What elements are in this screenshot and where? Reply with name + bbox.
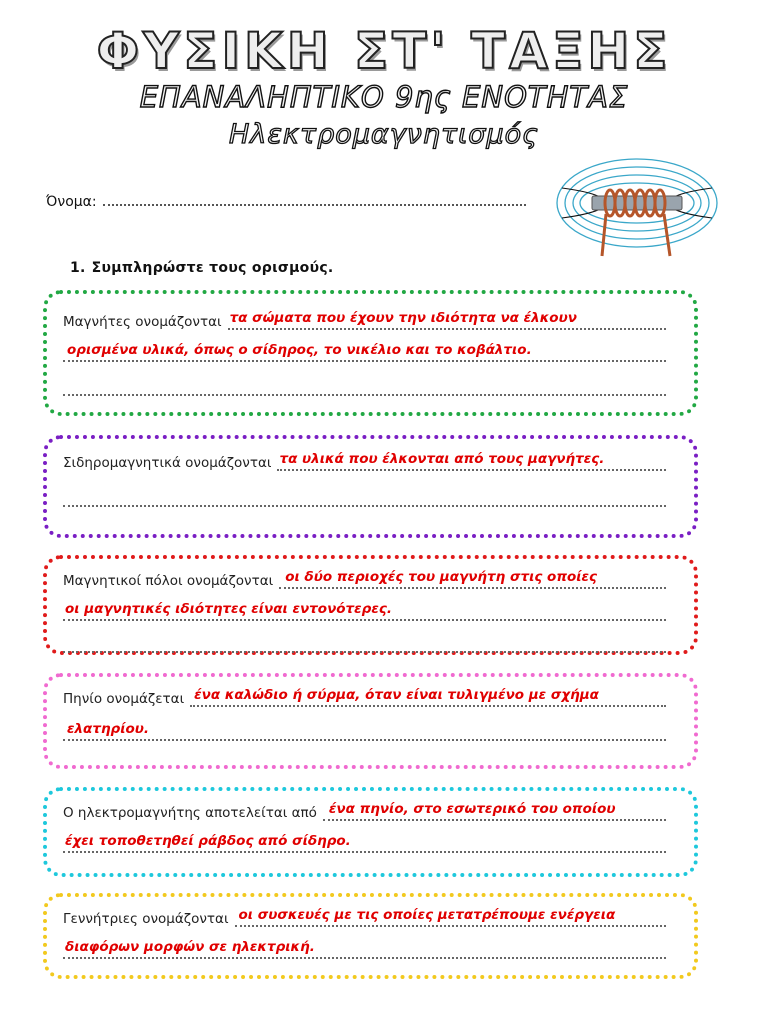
answer-text: διαφόρων μορφών σε ηλεκτρική. xyxy=(65,939,315,955)
answer-line[interactable] xyxy=(63,344,666,362)
answer-text: ορισμένα υλικά, όπως ο σίδηρος, το νικέλιο και το κοβάλτιο. xyxy=(67,342,532,358)
definition-label: Μαγνήτες ονομάζονται xyxy=(63,314,222,330)
definition-label: Πηνίο ονομάζεται xyxy=(63,691,185,707)
question-heading xyxy=(70,260,334,276)
name-field[interactable] xyxy=(103,190,526,206)
answer-text: τα σώματα που έχουν την ιδιότητα να έλκουν xyxy=(229,310,577,326)
answer-text: ένα πηνίο, στο εσωτερικό του οποίου xyxy=(328,801,616,817)
answer-text: οι μαγνητικές ιδιότητες είναι εντονότερες. xyxy=(65,601,392,617)
answer-line[interactable] xyxy=(63,603,666,621)
answer-text: τα υλικά που έλκονται από τους μαγνήτες. xyxy=(279,451,605,467)
answer-text: έχει τοποθετηθεί ράβδος από σίδηρο. xyxy=(65,833,351,849)
definition-box-generators xyxy=(43,893,698,979)
definition-box-ferromagnetic xyxy=(43,435,698,538)
answer-line[interactable] xyxy=(63,378,666,396)
electromagnet-coil-icon xyxy=(552,148,722,260)
answer-line[interactable] xyxy=(323,803,666,821)
answer-line[interactable] xyxy=(63,941,666,959)
question-text: Συμπληρώστε τους ορισμούς. xyxy=(91,260,334,276)
definition-label: Μαγνητικοί πόλοι ονομάζονται xyxy=(63,573,274,589)
definition-box-magnets xyxy=(43,290,698,416)
definition-box-electromagnet xyxy=(43,787,698,877)
answer-line[interactable] xyxy=(63,489,666,507)
name-label: Όνομα: xyxy=(46,194,97,210)
answer-line[interactable] xyxy=(63,835,666,853)
question-number: 1. xyxy=(70,260,86,276)
name-row xyxy=(46,190,526,210)
definition-label: Ο ηλεκτρομαγνήτης αποτελείται από xyxy=(63,805,317,821)
definition-label: Σιδηρομαγνητικά ονομάζονται xyxy=(63,455,272,471)
answer-text: οι δύο περιοχές του μαγνήτη στις οποίες xyxy=(285,569,598,585)
answer-text: ένα καλώδιο ή σύρμα, όταν είναι τυλιγμένο με σχήμα xyxy=(194,687,599,703)
answer-line[interactable] xyxy=(63,723,666,741)
definition-box-magnetic-poles xyxy=(43,555,698,655)
answer-text: οι συσκευές με τις οποίες μετατρέπουμε ενέργεια xyxy=(238,907,616,923)
page-topic: Ηλεκτρομαγνητισμός xyxy=(229,119,539,150)
answer-line[interactable] xyxy=(190,689,666,707)
answer-line[interactable] xyxy=(228,312,666,330)
page-title: ΦΥΣΙΚΗ ΣΤ' ΤΑΞΗΣ xyxy=(96,22,672,80)
answer-line[interactable] xyxy=(63,635,666,653)
answer-text: ελατηρίου. xyxy=(67,721,150,737)
answer-line[interactable] xyxy=(277,453,666,471)
answer-line[interactable] xyxy=(279,571,666,589)
definition-box-coil xyxy=(43,673,698,769)
page-subtitle: ΕΠΑΝΑΛΗΠΤΙΚΟ 9ης ΕΝΟΤΗΤΑΣ xyxy=(139,80,629,114)
definition-label: Γεννήτριες ονομάζονται xyxy=(63,911,229,927)
answer-line[interactable] xyxy=(235,909,666,927)
